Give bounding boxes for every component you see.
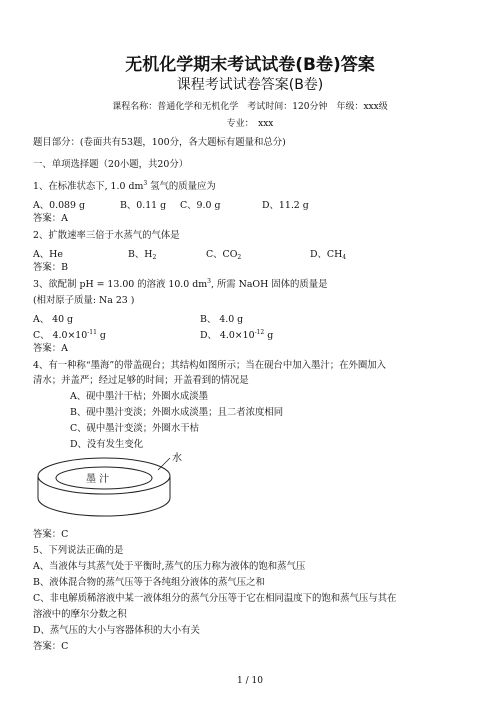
- question-4-stem-line-2: 清水；并盖严；经过足够的时间；开盖看到的情况是: [33, 375, 249, 386]
- question-3-option-d: D、 $4.0\times 10^{-12}$ g: [200, 329, 274, 341]
- question-1-answer: 答案：A: [33, 213, 68, 224]
- question-2-answer: 答案：B: [33, 262, 69, 273]
- question-3-option-c: C、 $4.0\times 10^{-11}$ g: [33, 329, 106, 341]
- course-info: 课程名称：普通化学和无机化学 考试时间：120分钟 年级：xxx级: [112, 102, 388, 112]
- question-5-stem: 5、下列说法正确的是: [33, 545, 124, 556]
- question-2-option-a: A、He: [33, 249, 63, 260]
- page-subtitle: 课程考试试卷答案(B卷): [176, 77, 324, 93]
- question-1-option-c: C、9.0 g: [180, 200, 221, 211]
- question-5-answer: 答案：C: [33, 641, 69, 652]
- question-1-stem: 1、在标准状态下, 1.0 $dm^3$ 氢气的质量应为: [33, 180, 216, 192]
- water-label: 水: [172, 453, 182, 464]
- question-4-answer: 答案：C: [33, 529, 69, 540]
- question-4-option-b: B、砚中墨汁变淡；外圈水成淡墨；且二者浓度相同: [70, 407, 284, 418]
- question-3-answer: 答案：A: [33, 343, 68, 354]
- question-5-option-c-line-2: 溶液中的摩尔分数之积: [33, 609, 127, 620]
- question-5-option-d: D、蒸气压的大小与容器体积的大小有关: [33, 625, 200, 636]
- ink-label: 墨 汁: [86, 474, 110, 485]
- page-number: 1 / 10: [237, 676, 263, 686]
- question-2-option-b: B、$H_2$: [128, 249, 157, 261]
- question-2-option-d: D、$CH_4$: [310, 249, 347, 261]
- question-4-option-d: D、没有发生变化: [70, 439, 144, 450]
- question-5-option-c-line-1: C、非电解质稀溶液中某一液体组分的蒸气分压等于它在相同温度下的饱和蒸气压与其在: [33, 593, 397, 604]
- question-1-option-a: A、0.089 g: [33, 200, 85, 211]
- question-3-option-a: A、 40 g: [33, 314, 74, 325]
- question-3-option-b: B、 4.0 g: [200, 314, 244, 325]
- question-3-stem: 3、欲配制 pH = 13.00 的溶液 10.0 $dm^3$, 所需 NaOH 固体的质量是: [33, 278, 328, 290]
- question-2-stem: 2、扩散速率三倍于水蒸气的气体是: [33, 230, 180, 241]
- page-title: 无机化学期末考试试卷(B卷)答案: [125, 55, 375, 75]
- question-4-stem-line-1: 4、有一种称“墨海”的带盖砚台；其结构如图所示；当在砚台中加入墨汁；在外圈加入: [33, 360, 387, 371]
- question-4-option-a: A、砚中墨汁干枯；外圈水成淡墨: [70, 391, 209, 402]
- question-3-note: (相对原子质量: Na 23 ): [33, 295, 135, 306]
- inkstone-diagram: [34, 452, 204, 520]
- question-5-option-a: A、当液体与其蒸气处于平衡时,蒸气的压力称为液体的饱和蒸气压: [33, 561, 306, 572]
- question-1-option-d: D、11.2 g: [262, 200, 309, 211]
- major-info: 专业： xxx: [226, 119, 274, 129]
- question-5-option-b: B、液体混合物的蒸气压等于各纯组分液体的蒸气压之和: [33, 577, 265, 588]
- question-4-option-c: C、砚中墨汁变淡；外圈水干枯: [70, 423, 200, 434]
- exam-intro: 题目部分：(卷面共有53题，100分，各大题标有题量和总分): [33, 137, 286, 148]
- section-heading: 一、单项选择题（20小题，共20分）: [33, 159, 189, 170]
- question-1-option-b: B、0.11 g: [120, 200, 167, 211]
- question-2-option-c: C、$CO_2$: [206, 249, 242, 261]
